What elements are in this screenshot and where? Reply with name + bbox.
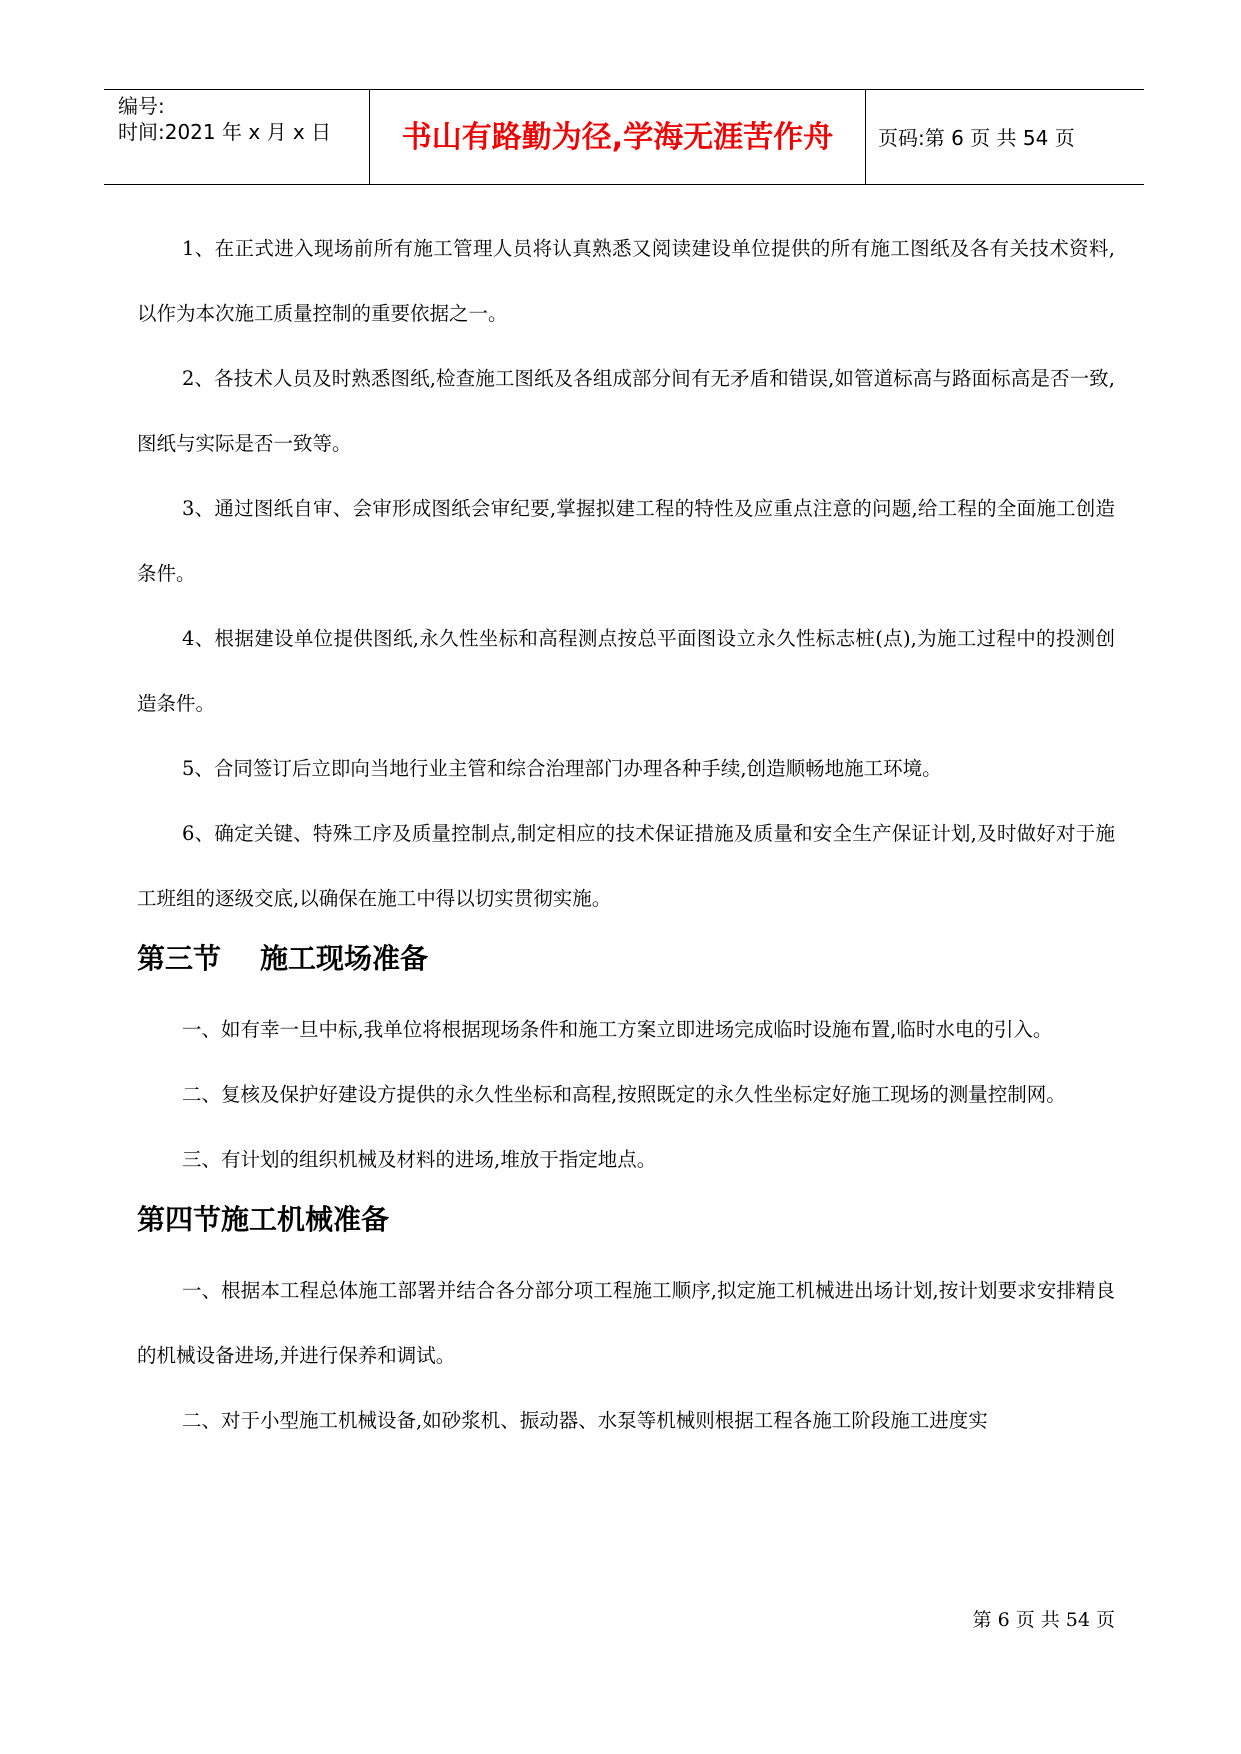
paragraph: 二、对于小型施工机械设备,如砂浆机、振动器、水泵等机械则根据工程各施工阶段施工进度实 (182, 1409, 988, 1432)
paragraph: 3、通过图纸自审、会审形成图纸会审纪要,掌握拟建工程的特性及应重点注意的问题,给工程的全面施工创造条件。 (137, 497, 1115, 585)
time-label: 时间:2021 年 x 月 x 日 (118, 120, 332, 144)
document-body (137, 216, 1115, 1453)
paragraph: 2、各技术人员及时熟悉图纸,检查施工图纸及各组成部分间有无矛盾和错误,如管道标高与路面标高是否一致,图纸与实际是否一致等。 (137, 367, 1115, 455)
paragraph: 二、复核及保护好建设方提供的永久性坐标和高程,按照既定的永久性坐标定好施工现场的测量控制网。 (182, 1083, 1066, 1106)
paragraph: 4、根据建设单位提供图纸,永久性坐标和高程测点按总平面图设立永久性标志桩(点),为施工过程中的投测创造条件。 (137, 627, 1115, 715)
paragraph: 一、如有幸一旦中标,我单位将根据现场条件和施工方案立即进场完成临时设施布置,临时水电的引入。 (182, 1018, 1053, 1041)
paragraph: 1、在正式进入现场前所有施工管理人员将认真熟悉又阅读建设单位提供的所有施工图纸及各有关技术资料,以作为本次施工质量控制的重要依据之一。 (137, 237, 1115, 325)
header-info-cell (104, 90, 370, 184)
paragraph: 三、有计划的组织机械及材料的进场,堆放于指定地点。 (182, 1148, 657, 1171)
header-page-cell (866, 90, 1144, 184)
paragraph: 5、合同签订后立即向当地行业主管和综合治理部门办理各种手续,创造顺畅地施工环境。 (182, 757, 942, 780)
motto: 书山有路勤为径,学海无涯苦作舟 (401, 120, 834, 155)
paragraph: 6、确定关键、特殊工序及质量控制点,制定相应的技术保证措施及质量和安全生产保证计划,及时做好对于施工班组的逐级交底,以确保在施工中得以切实贯彻实施。 (137, 822, 1115, 910)
page-footer: 第 6 页 共 54 页 (972, 1609, 1115, 1631)
number-label: 编号: (118, 94, 165, 118)
paragraph: 一、根据本工程总体施工部署并结合各分部分项工程施工顺序,拟定施工机械进出场计划,按计划要求安排精良的机械设备进场,并进行保养和调试。 (137, 1279, 1115, 1367)
section-heading: 第三节 施工现场准备 (137, 942, 428, 975)
page-code: 页码:第 6 页 共 54 页 (878, 126, 1075, 150)
document-header (104, 89, 1144, 185)
section-heading: 第四节施工机械准备 (137, 1203, 390, 1236)
header-motto-cell (370, 90, 866, 184)
